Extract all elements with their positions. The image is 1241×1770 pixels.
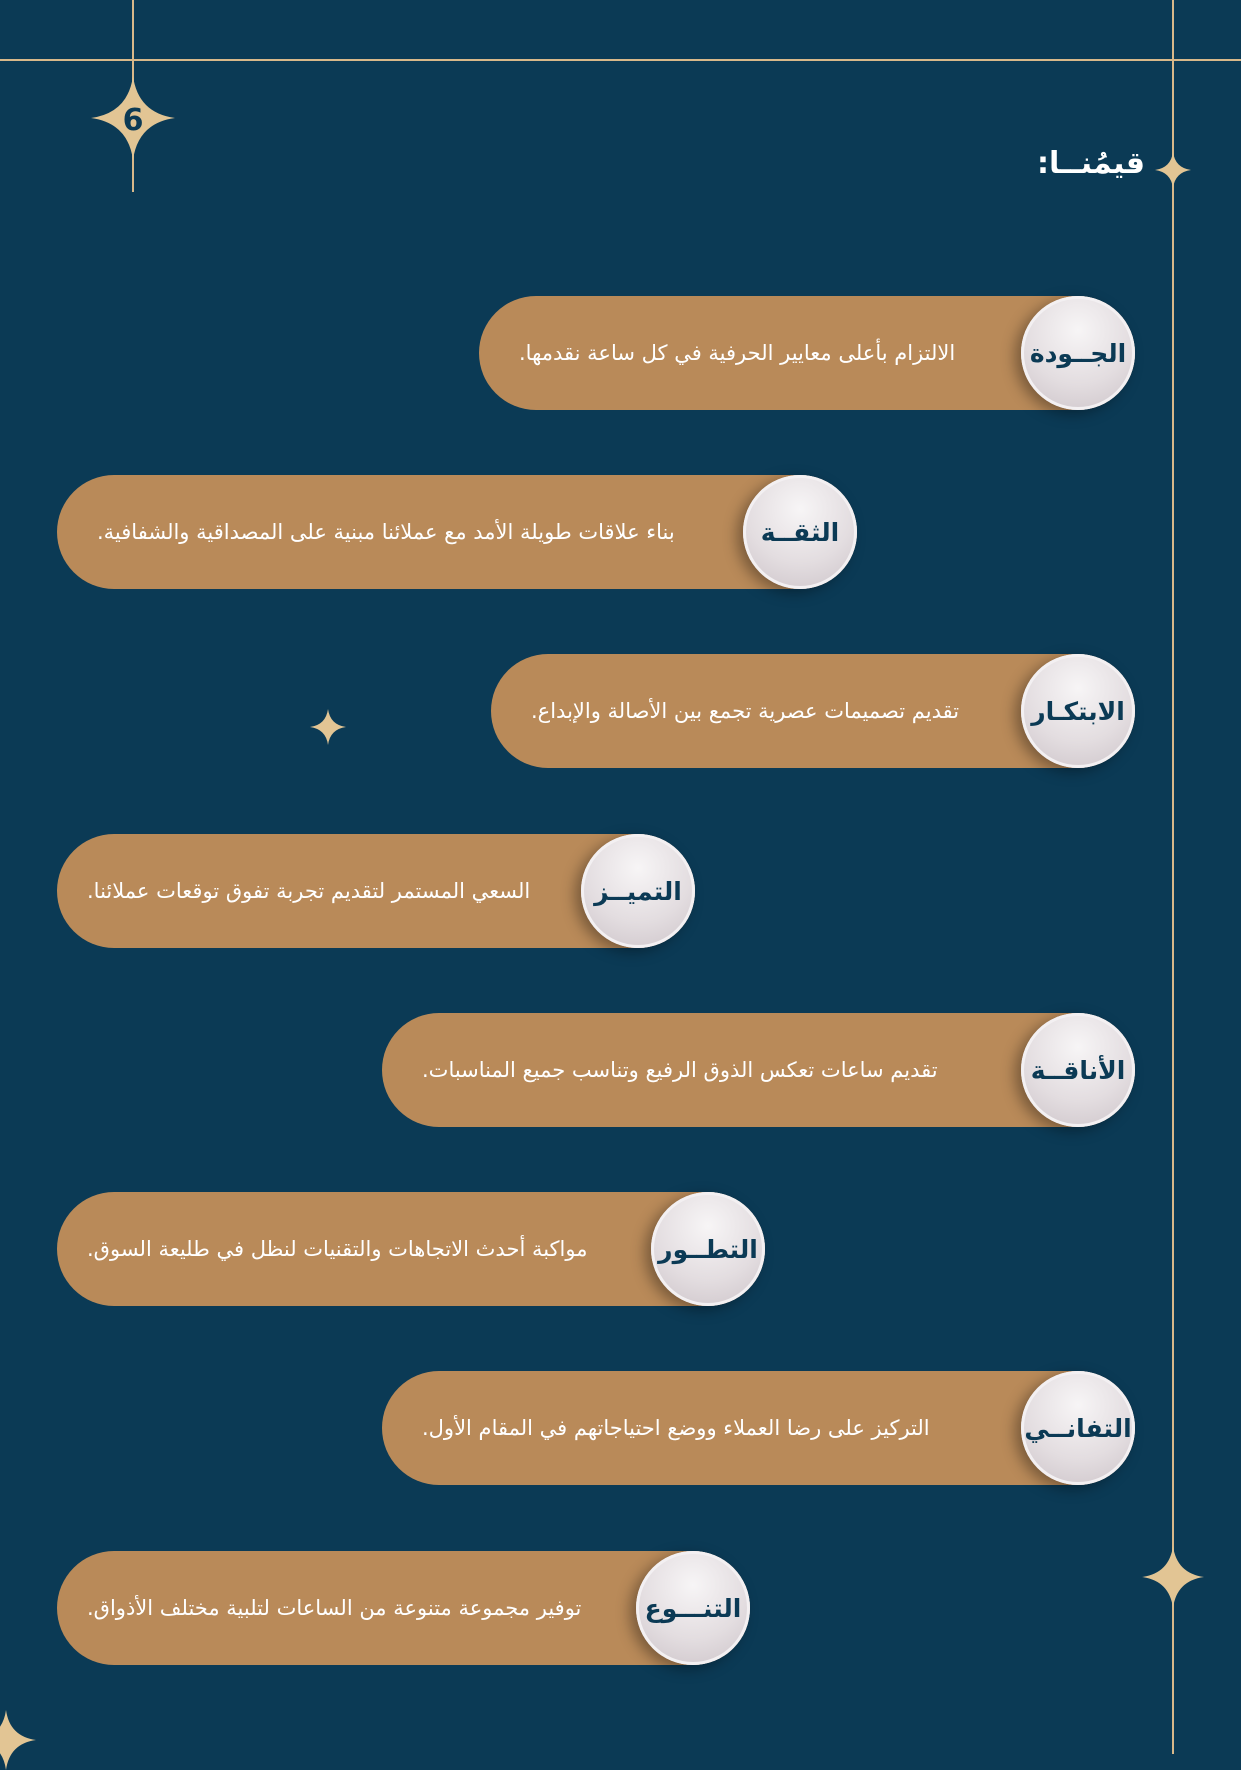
value-item-excellence (57, 834, 695, 948)
value-item-elegance (382, 1013, 1135, 1127)
bottom-right-star-icon (1142, 1546, 1204, 1608)
value-item-diversity (57, 1551, 750, 1665)
value-item-dedication (382, 1371, 1135, 1485)
sparkle-star-icon (310, 709, 346, 745)
value-description: السعي المستمر لتقديم تجربة تفوق توقعات عملائنا. (87, 879, 531, 903)
value-badge: التفانــي (1021, 1371, 1135, 1485)
value-badge: التنـــوع (636, 1551, 750, 1665)
value-badge: التطــور (651, 1192, 765, 1306)
right-vertical-line (1172, 0, 1174, 1754)
value-description: تقديم ساعات تعكس الذوق الرفيع وتناسب جميع المناسبات. (422, 1058, 938, 1082)
value-description: الالتزام بأعلى معايير الحرفية في كل ساعة نقدمها. (519, 341, 956, 365)
value-description: التركيز على رضا العملاء ووضع احتياجاتهم في المقام الأول. (422, 1416, 930, 1440)
value-description: توفير مجموعة متنوعة من الساعات لتلبية مختلف الأذواق. (87, 1596, 582, 1620)
value-badge: التميــز (581, 834, 695, 948)
top-divider-line (0, 59, 1241, 61)
value-item-quality (479, 296, 1135, 410)
title-star-icon (1155, 152, 1191, 188)
value-badge: الأناقــة (1021, 1013, 1135, 1127)
value-item-trust (57, 475, 857, 589)
value-badge: الابتكـار (1021, 654, 1135, 768)
section-title: قيمُنــا: (1036, 146, 1145, 181)
corner-star-icon (0, 1710, 36, 1770)
value-item-innovation (491, 654, 1135, 768)
value-description: بناء علاقات طويلة الأمد مع عملائنا مبنية على المصداقية والشفافية. (97, 520, 675, 544)
value-description: مواكبة أحدث الاتجاهات والتقنيات لنظل في طليعة السوق. (87, 1237, 588, 1261)
value-item-development (57, 1192, 765, 1306)
value-description: تقديم تصميمات عصرية تجمع بين الأصالة والإبداع. (531, 699, 960, 723)
page-number: 6 (122, 102, 144, 138)
value-badge: الثقــة (743, 475, 857, 589)
value-badge: الجــودة (1021, 296, 1135, 410)
